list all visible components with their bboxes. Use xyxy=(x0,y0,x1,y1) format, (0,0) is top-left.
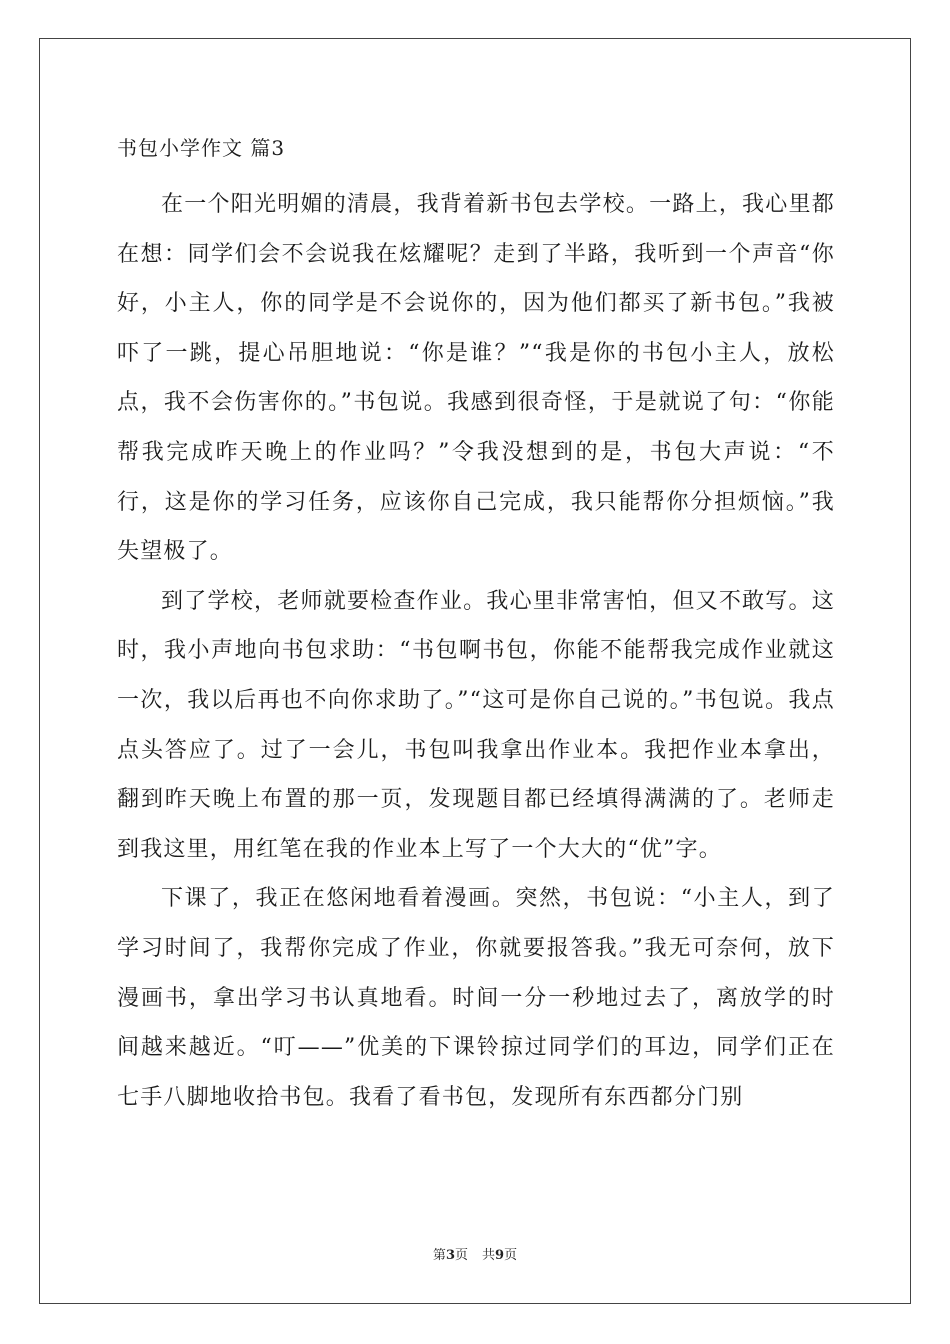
total-label-prefix: 共 xyxy=(482,1248,496,1263)
paragraph-1: 在一个阳光明媚的清晨，我背着新书包去学校。一路上，我心里都在想：同学们会不会说我在炫耀呢？走到了半路，我听到一个声音“你好，小主人，你的同学是不会说你的，因为他们都买了新书包。”我被吓了一跳，提心吊胆地说：“你是谁？”“我是你的书包小主人，放松点，我不会伤害你的。”书包说。我感到很奇怪，于是就说了句：“你能帮我完成昨天晚上的作业吗？”令我没想到的是，书包大声说：“不行，这是你的学习任务，应该你自己完成，我只能帮你分担烦恼。”我失望极了。 xyxy=(117,192,835,565)
paragraph-3: 下课了，我正在悠闲地看着漫画。突然，书包说：“小主人，到了学习时间了，我帮你完成了作业，你就要报答我。”我无可奈何，放下漫画书，拿出学习书认真地看。时间一分一秒地过去了，离放学的时间越来越近。“叮——”优美的下课铃掠过同学们的耳边，同学们正在七手八脚地收拾书包。我看了看书包，发现所有东西都分门别 xyxy=(117,886,835,1110)
page-label-prefix: 第 xyxy=(432,1248,446,1263)
page-number: 3 xyxy=(445,1248,455,1263)
total-label-suffix: 页 xyxy=(504,1248,518,1263)
document-title: 书包小学作文 篇3 xyxy=(117,136,286,160)
document-body xyxy=(117,130,835,1122)
page-footer xyxy=(0,1246,950,1266)
page-label-suffix: 页 xyxy=(454,1248,468,1263)
paragraph-2: 到了学校，老师就要检查作业。我心里非常害怕，但又不敢写。这时，我小声地向书包求助：“书包啊书包，你能不能帮我完成作业就这一次，我以后再也不向你求助了。”“这可是你自己说的。”书包说。我点点头答应了。过了一会儿，书包叫我拿出作业本。我把作业本拿出，翻到昨天晚上布置的那一页，发现题目都已经填得满满的了。老师走到我这里，用红笔在我的作业本上写了一个大大的“优”字。 xyxy=(117,588,835,862)
total-pages: 9 xyxy=(495,1248,505,1263)
